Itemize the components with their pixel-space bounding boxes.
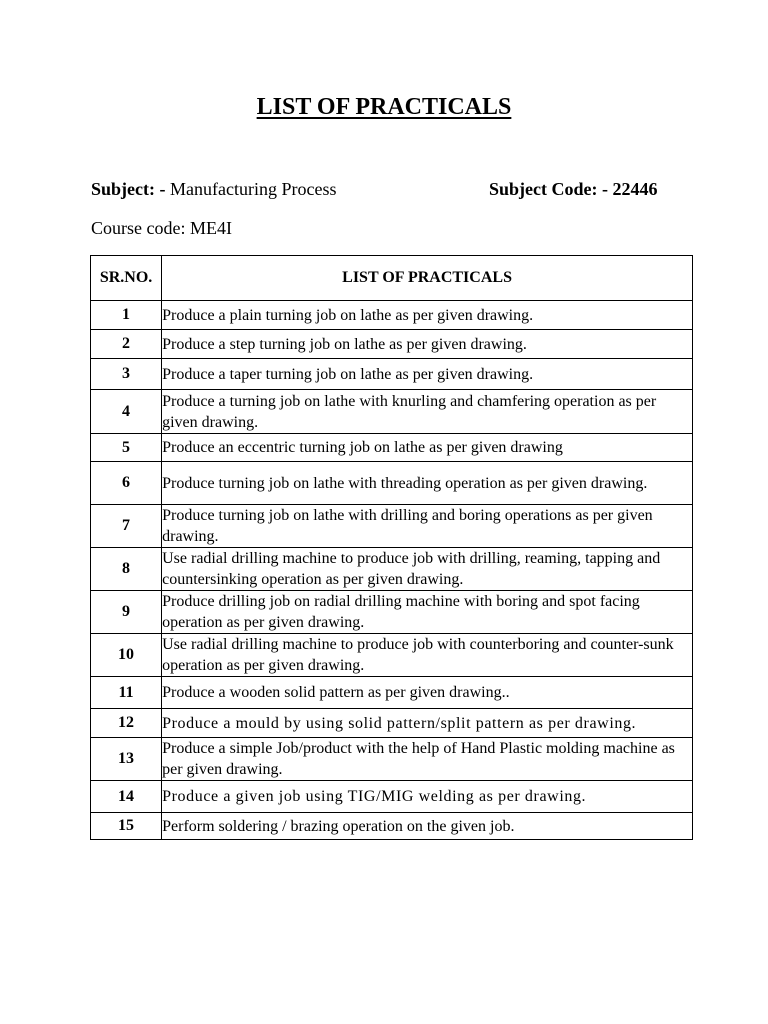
row-number: 13 — [91, 738, 162, 781]
row-number: 9 — [91, 591, 162, 634]
row-number: 7 — [91, 505, 162, 548]
table-row — [91, 301, 693, 330]
table-row — [91, 359, 693, 390]
row-number: 4 — [91, 390, 162, 434]
table-row — [91, 738, 693, 781]
practical-description: Produce a simple Job/product with the help of Hand Plastic molding machine as per given drawing. — [162, 738, 693, 781]
subject-line — [91, 179, 336, 200]
row-number: 1 — [91, 301, 162, 330]
row-number: 10 — [91, 634, 162, 677]
practical-description: Produce a taper turning job on lathe as per given drawing. — [162, 359, 693, 390]
page-title: LIST OF PRACTICALS — [256, 94, 512, 120]
row-number: 6 — [91, 462, 162, 505]
practical-description: Produce turning job on lathe with threading operation as per given drawing. — [162, 462, 693, 505]
practical-description: Use radial drilling machine to produce job with counterboring and counter-sunk operation as per given drawing. — [162, 634, 693, 677]
course-code: Course code: ME4I — [91, 218, 232, 238]
practical-description: Use radial drilling machine to produce job with drilling, reaming, tapping and countersinking operation as per given drawing. — [162, 548, 693, 591]
table-row — [91, 634, 693, 677]
practical-description: Produce a step turning job on lathe as per given drawing. — [162, 330, 693, 359]
row-number: 15 — [91, 813, 162, 840]
practical-description: Produce a wooden solid pattern as per given drawing.. — [162, 677, 693, 709]
table-row — [91, 548, 693, 591]
row-number: 14 — [91, 781, 162, 813]
subject-value: Manufacturing Process — [165, 179, 337, 199]
table-row — [91, 813, 693, 840]
row-number: 3 — [91, 359, 162, 390]
practical-description: Produce a turning job on lathe with knurling and chamfering operation as per given drawing. — [162, 390, 693, 434]
row-number: 5 — [91, 434, 162, 462]
row-number: 2 — [91, 330, 162, 359]
subject-label: Subject: - — [91, 179, 166, 199]
table-row — [91, 677, 693, 709]
practical-description: Produce a given job using TIG/MIG welding as per drawing. — [162, 781, 693, 813]
table-row — [91, 505, 693, 548]
practical-description: Produce an eccentric turning job on lathe as per given drawing — [162, 434, 693, 462]
table-row — [91, 781, 693, 813]
practical-description: Perform soldering / brazing operation on the given job. — [162, 813, 693, 840]
header-list-of-practicals: LIST OF PRACTICALS — [162, 256, 693, 301]
practical-description: Produce turning job on lathe with drilling and boring operations as per given drawing. — [162, 505, 693, 548]
practical-description: Produce a plain turning job on lathe as per given drawing. — [162, 301, 693, 330]
practicals-table — [90, 255, 693, 840]
practical-description: Produce drilling job on radial drilling machine with boring and spot facing operation as per given drawing. — [162, 591, 693, 634]
table-row — [91, 390, 693, 434]
row-number: 11 — [91, 677, 162, 709]
row-number: 8 — [91, 548, 162, 591]
subject-code: Subject Code: - 22446 — [489, 179, 658, 199]
practical-description: Produce a mould by using solid pattern/split pattern as per drawing. — [162, 709, 693, 738]
header-sr-no: SR.NO. — [91, 256, 162, 301]
table-header-row — [91, 256, 693, 301]
table-row — [91, 709, 693, 738]
table-row — [91, 330, 693, 359]
row-number: 12 — [91, 709, 162, 738]
table-row — [91, 434, 693, 462]
table-row — [91, 591, 693, 634]
table-row — [91, 462, 693, 505]
